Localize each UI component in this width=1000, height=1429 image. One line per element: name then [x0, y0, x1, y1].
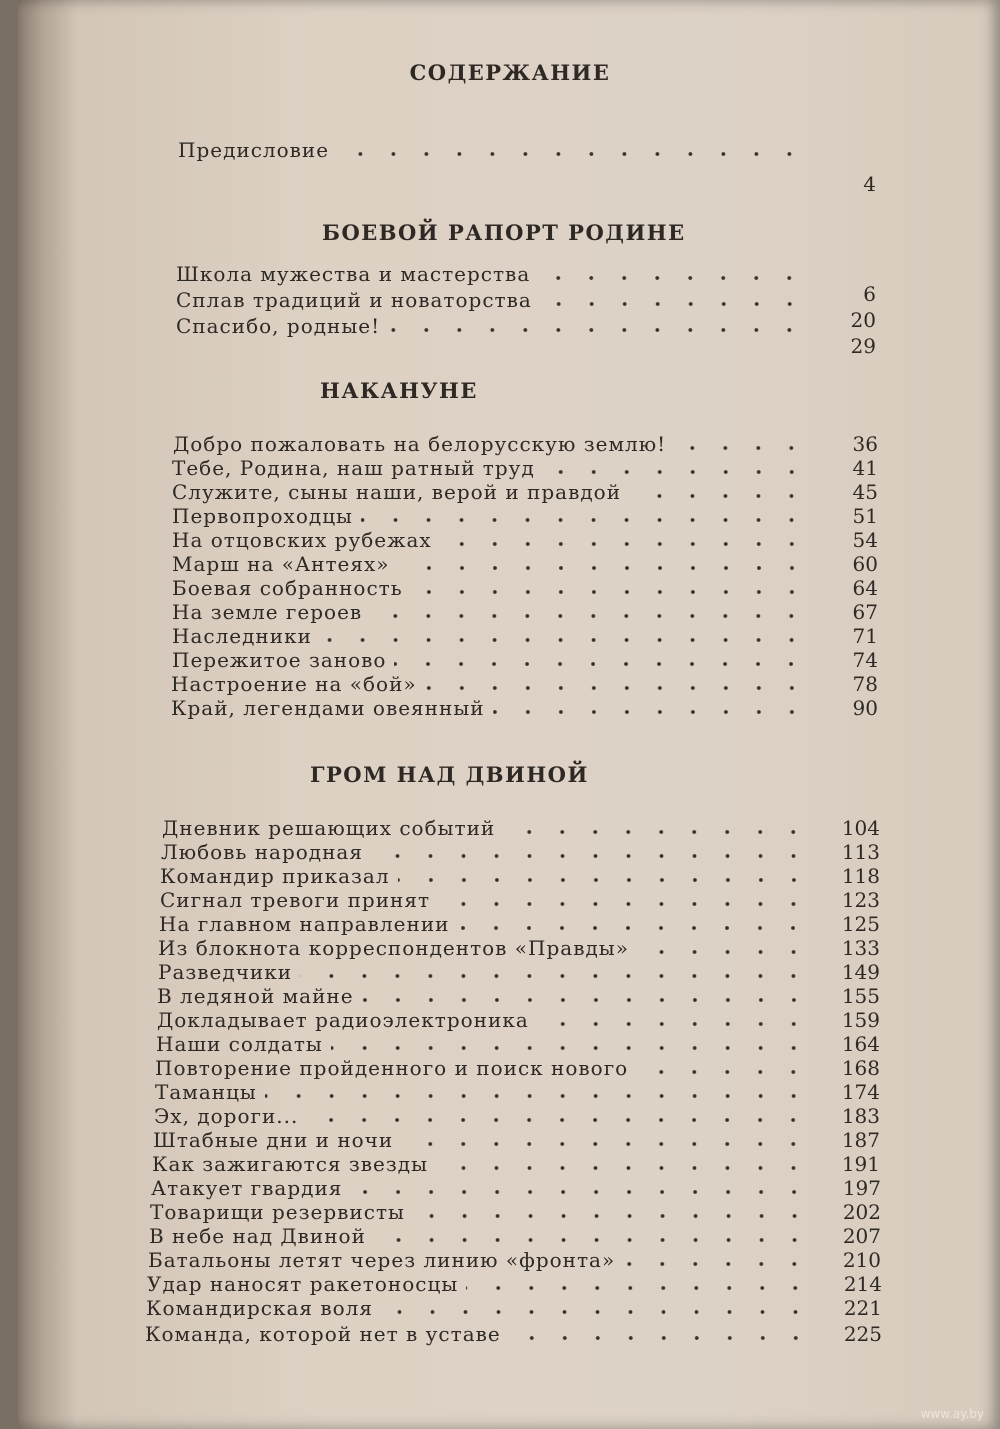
dot-leader: [636, 1069, 810, 1075]
entry-title: Любовь народная: [161, 840, 363, 864]
toc-entry: [176, 314, 876, 358]
toc-entry: [155, 1056, 880, 1080]
dot-leader: [457, 925, 810, 931]
dot-leader: [401, 1141, 810, 1147]
entry-title: Предисловие: [178, 138, 330, 162]
entry-page-number: 36: [852, 432, 878, 456]
entry-title: Наследники: [172, 624, 312, 648]
entry-page-number: 187: [841, 1128, 880, 1152]
toc-entry: [149, 1224, 881, 1248]
dot-leader: [320, 637, 808, 643]
dot-leader: [537, 1021, 810, 1027]
entry-title: Боевая собранность: [172, 576, 403, 600]
toc-entry: [154, 1104, 880, 1128]
toc-entry: [172, 576, 878, 600]
entry-title: Край, легендами овеянный: [171, 696, 485, 720]
entry-page-number: 207: [842, 1224, 881, 1248]
entry-page-number: 45: [852, 480, 878, 504]
toc-entry: [172, 528, 878, 552]
entry-page-number: 6: [863, 282, 876, 306]
entry-title: Командирская воля: [146, 1296, 373, 1320]
dot-leader: [623, 1261, 811, 1267]
section-title: НАКАНУНЕ: [320, 378, 478, 403]
toc-entry: [158, 936, 880, 960]
dot-leader: [374, 1237, 811, 1243]
dot-leader: [637, 949, 810, 955]
entry-title: Атакует гвардия: [151, 1176, 343, 1200]
preface-entry: [178, 138, 876, 196]
toc-entry: [152, 1152, 880, 1176]
toc-entry: [158, 960, 880, 984]
dot-leader: [411, 589, 808, 595]
dot-leader: [350, 1189, 811, 1195]
entry-title: Сплав традиций и новаторства: [176, 288, 532, 312]
toc-entry: [171, 672, 878, 696]
entry-title: Добро пожаловать на белорусскую землю!: [173, 432, 667, 456]
entry-title: Удар наносят ракетоносцы: [147, 1272, 459, 1296]
dot-leader: [371, 853, 810, 859]
entry-title: Школа мужества и мастерства: [176, 262, 531, 286]
entry-page-number: 20: [850, 308, 876, 332]
entry-title: Повторение пройденного и поиск нового: [155, 1056, 629, 1080]
entry-title: На отцовских рубежах: [172, 528, 432, 552]
entry-page-number: 174: [841, 1080, 880, 1104]
entry-page-number: 67: [852, 600, 878, 624]
dot-leader: [300, 973, 810, 979]
dot-leader: [337, 151, 806, 157]
entry-title: Штабные дни и ночи: [153, 1128, 394, 1152]
entry-page-number: 164: [841, 1032, 880, 1056]
entry-title: На главном направлении: [159, 912, 450, 936]
toc-entry: [145, 1322, 882, 1346]
entry-title: Пережитое заново: [172, 648, 387, 672]
entry-page-number: 221: [843, 1296, 882, 1320]
dot-leader: [438, 901, 810, 907]
dot-leader: [394, 661, 808, 667]
dot-leader: [440, 541, 808, 547]
toc-entry: [157, 984, 880, 1008]
entry-page-number: 159: [841, 1008, 880, 1032]
dot-leader: [540, 301, 806, 307]
toc-entry: [172, 552, 878, 576]
toc-entry: [172, 648, 878, 672]
entry-title: Настроение на «бой»: [171, 672, 417, 696]
section-title: ГРОМ НАД ДВИНОЙ: [310, 762, 589, 787]
entry-page-number: 118: [841, 864, 880, 888]
dot-leader: [674, 445, 808, 451]
entry-page-number: 123: [841, 888, 880, 912]
dot-leader: [398, 565, 808, 571]
dot-leader: [503, 829, 810, 835]
entry-page-number: 113: [841, 840, 880, 864]
entry-page-number: 54: [852, 528, 878, 552]
dot-leader: [370, 613, 808, 619]
entry-title: Тебе, Родина, наш ратный труд: [172, 456, 535, 480]
entry-title: Команда, которой нет в уставе: [145, 1322, 501, 1346]
entry-title: Наши солдаты: [156, 1032, 323, 1056]
entry-page-number: 168: [841, 1056, 880, 1080]
toc-entry: [172, 624, 878, 648]
entry-title: Первопроходцы: [172, 504, 353, 528]
entry-page-number: 225: [843, 1322, 882, 1346]
entry-page-number: 64: [852, 576, 878, 600]
entry-title: Батальоны летят через линию «фронта»: [148, 1248, 616, 1272]
toc-entry: [157, 1008, 880, 1032]
entry-page-number: 155: [841, 984, 880, 1008]
entry-title: Спасибо, родные!: [176, 314, 381, 338]
entry-page-number: 104: [841, 816, 880, 840]
entry-title: Сигнал тревоги принят: [160, 888, 431, 912]
entry-page-number: 191: [841, 1152, 880, 1176]
toc-entry: [148, 1248, 881, 1272]
dot-leader: [629, 493, 808, 499]
toc-entry: [146, 1296, 882, 1320]
toc-entry: [156, 1032, 880, 1056]
entry-page-number: 29: [850, 334, 876, 358]
toc-entry: [172, 600, 878, 624]
entry-title: Дневник решающих событий: [162, 816, 496, 840]
toc-entry: [151, 1176, 881, 1200]
entry-page-number: 125: [841, 912, 880, 936]
dot-leader: [265, 1093, 810, 1099]
dot-leader: [413, 1213, 811, 1219]
dot-leader: [306, 1117, 810, 1123]
toc-entry: [155, 1080, 880, 1104]
entry-title: Служите, сыны наши, верой и правдой: [172, 480, 622, 504]
entry-page-number: 78: [852, 672, 878, 696]
dot-leader: [331, 1045, 810, 1051]
dot-leader: [538, 275, 806, 281]
toc-entry: [159, 912, 880, 936]
entry-page-number: 183: [841, 1104, 880, 1128]
toc-entry: [160, 864, 880, 888]
entry-title: В небе над Двиной: [149, 1224, 366, 1248]
dot-leader: [398, 877, 810, 883]
toc-entry: [161, 840, 880, 864]
toc-entry: [171, 696, 878, 720]
entry-page-number: 60: [852, 552, 878, 576]
dot-leader: [425, 685, 808, 691]
entry-title: Таманцы: [155, 1080, 257, 1104]
entry-title: Докладывает радиоэлектроника: [157, 1008, 529, 1032]
entry-title: Из блокнота корреспондентов «Правды»: [158, 936, 629, 960]
entry-page-number: 74: [852, 648, 878, 672]
dot-leader: [466, 1285, 812, 1291]
toc-entry: [147, 1272, 882, 1296]
toc-entry: [150, 1200, 881, 1224]
entry-page-number: 71: [852, 624, 878, 648]
entry-page-number: 202: [842, 1200, 881, 1224]
toc-entry: [153, 1128, 880, 1152]
entry-page-number: 90: [852, 696, 878, 720]
entry-page-number: 4: [863, 172, 876, 196]
toc-entry: [160, 888, 880, 912]
entry-title: Эх, дороги...: [154, 1104, 299, 1128]
entry-page-number: 214: [843, 1272, 882, 1296]
entry-page-number: 41: [852, 456, 878, 480]
watermark: www.ay.by: [920, 1407, 984, 1421]
toc-entry: [172, 480, 878, 504]
dot-leader: [493, 709, 808, 715]
dot-leader: [362, 997, 810, 1003]
entry-title: Разведчики: [158, 960, 293, 984]
toc-entry: [162, 816, 880, 840]
entry-page-number: 51: [852, 504, 878, 528]
dot-leader: [543, 469, 808, 475]
contents-title: СОДЕРЖАНИЕ: [409, 60, 611, 85]
dot-leader: [361, 517, 808, 523]
entry-title: В ледяной майне: [157, 984, 354, 1008]
entry-title: Как зажигаются звезды: [152, 1152, 429, 1176]
dot-leader: [381, 1309, 812, 1315]
entry-title: Марш на «Антеях»: [172, 552, 390, 576]
toc-entry: [172, 456, 878, 480]
entry-title: На земле героев: [172, 600, 363, 624]
entry-page-number: 210: [842, 1248, 881, 1272]
entry-page-number: 149: [841, 960, 880, 984]
entry-page-number: 197: [842, 1176, 881, 1200]
entry-page-number: 133: [841, 936, 880, 960]
toc-entry: [173, 432, 878, 456]
toc-entry: [172, 504, 878, 528]
dot-leader: [509, 1335, 812, 1341]
dot-leader: [436, 1165, 810, 1171]
entry-title: Товарищи резервисты: [150, 1200, 405, 1224]
entry-title: Командир приказал: [160, 864, 390, 888]
section-title: БОЕВОЙ РАПОРТ РОДИНЕ: [322, 220, 686, 245]
dot-leader: [388, 327, 806, 333]
